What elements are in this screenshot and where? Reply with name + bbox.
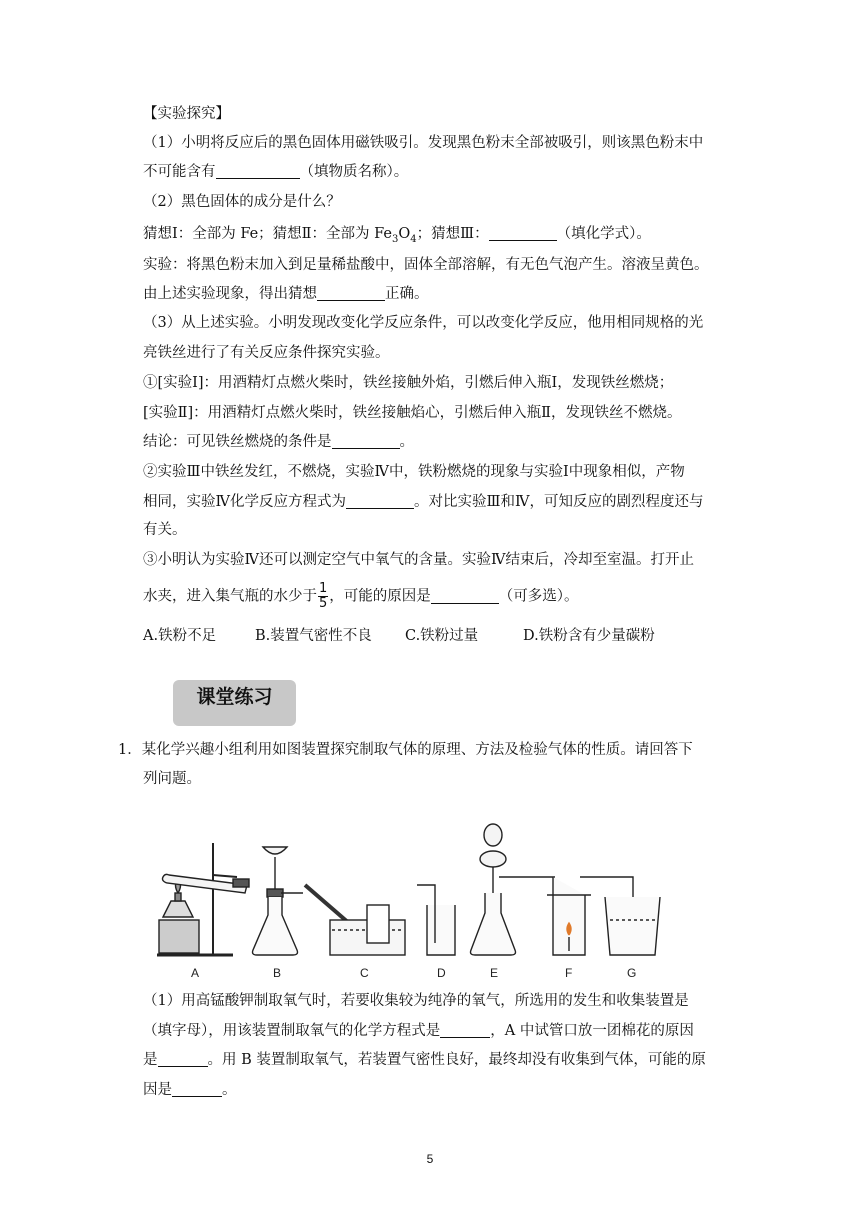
sub1-line2 <box>143 1021 694 1041</box>
figure-label-f: F <box>565 966 573 980</box>
figure-label-b: B <box>273 966 282 980</box>
option-b[interactable]: B.装置气密性不良 <box>255 628 372 644</box>
q3-item1-b: [实验Ⅱ]：用酒精灯点燃火柴时，铁丝接触焰心，引燃后伸入瓶Ⅱ，发现铁丝不燃烧。 <box>143 405 682 421</box>
lab-apparatus-figure <box>155 805 690 985</box>
sub1-text: （填字母），用该装置制取氧气的化学方程式是 <box>143 1023 441 1039</box>
option-a[interactable]: A.铁粉不足 <box>143 628 217 644</box>
fraction-numerator: 1 <box>319 581 328 596</box>
guess-text: ；猜想Ⅲ： <box>416 226 489 242</box>
fraction-denominator: 5 <box>319 596 328 611</box>
q3-item2-a: ②实验Ⅲ中铁丝发红，不燃烧，实验Ⅳ中，铁粉燃烧的现象与实验Ⅰ中现象相似，产物 <box>143 464 685 480</box>
answer-blank[interactable] <box>346 493 414 509</box>
answer-blank[interactable] <box>172 1081 222 1097</box>
q3-item3-b <box>143 582 579 611</box>
guess-text: O <box>398 226 411 242</box>
conclusion-text: 结论：可见铁丝燃烧的条件是 <box>143 434 332 450</box>
equation-text: 。对比实验Ⅲ和Ⅳ，可知反应的剧烈程度还与 <box>414 494 704 510</box>
q3-item2-c: 有关。 <box>143 522 187 538</box>
sub1-text: ，A 中试管口放一团棉花的原因 <box>490 1023 694 1039</box>
equation-text: 相同，实验Ⅳ化学反应方程式为 <box>143 494 346 510</box>
figure-label-c: C <box>360 966 369 980</box>
figure-label-g: G <box>627 966 637 980</box>
subscript: 4 <box>410 233 417 245</box>
answer-blank[interactable] <box>216 163 300 179</box>
subscript: 3 <box>392 233 399 245</box>
answer-blank[interactable] <box>158 1051 208 1067</box>
figure-label-d: D <box>437 966 446 980</box>
answer-blank[interactable] <box>440 1022 490 1038</box>
figure-label-a: A <box>191 966 200 980</box>
apparatus-g <box>605 897 660 955</box>
practice-question-line1: 1．某化学兴趣小组利用如图装置探究制取气体的原理、方法及检验气体的性质。请回答下 <box>118 742 693 758</box>
answer-blank[interactable] <box>317 285 385 301</box>
sub1-line4 <box>143 1080 237 1100</box>
sub1-text: 因是 <box>143 1082 172 1098</box>
q3-item3-a: ③小明认为实验Ⅳ还可以测定空气中氧气的含量。实验Ⅳ结束后，冷却至室温。打开止 <box>143 552 694 568</box>
q3-options <box>143 626 655 646</box>
figure-label-e: E <box>490 966 499 980</box>
sub1-text: 是 <box>143 1052 158 1068</box>
item3-hint: （可多选）。 <box>498 588 579 605</box>
guess-hint: （填化学式）。 <box>556 226 651 242</box>
q2-conclusion <box>143 284 429 304</box>
q3-item1-a: ①[实验Ⅰ]：用酒精灯点燃火柴时，铁丝接触外焰，引燃后伸入瓶Ⅰ，发现铁丝燃烧； <box>143 375 674 391</box>
q3-line1: （3）从上述实验。小明发现改变化学反应条件，可以改变化学反应，他用相同规格的光 <box>143 315 704 331</box>
q1-hint: （填物质名称）。 <box>299 164 409 180</box>
conclusion-text: 由上述实验现象，得出猜想 <box>143 286 317 302</box>
fraction <box>318 582 328 611</box>
page-number: 5 <box>426 1152 434 1166</box>
item3-text: ，可能的原因是 <box>329 588 431 605</box>
practice-section-badge: 课堂练习 <box>173 680 296 726</box>
q3-line2: 亮铁丝进行了有关反应条件探究实验。 <box>143 345 390 361</box>
punct: 。 <box>399 434 414 450</box>
apparatus-c <box>305 885 405 955</box>
q2-guess <box>143 224 651 250</box>
apparatus-d <box>417 885 455 955</box>
answer-blank[interactable] <box>431 588 499 604</box>
practice-question-line2: 列问题。 <box>143 771 201 787</box>
conclusion-text: 正确。 <box>385 286 429 302</box>
q1-text: 不可能含有 <box>143 164 216 180</box>
option-c[interactable]: C.铁粉过量 <box>405 628 479 644</box>
option-d[interactable]: D.铁粉含有少量碳粉 <box>523 628 655 644</box>
punct: 。 <box>222 1082 237 1098</box>
item3-text: 水夹，进入集气瓶的水少于 <box>143 588 317 605</box>
q1-line2 <box>143 162 408 182</box>
q3-item2-b <box>143 492 703 512</box>
apparatus-e <box>471 824 556 955</box>
guess-text: 猜想Ⅰ：全部为 Fe；猜想Ⅱ：全部为 Fe <box>143 226 392 242</box>
q2-experiment: 实验：将黑色粉末加入到足量稀盐酸中，固体全部溶解，有无色气泡产生。溶液呈黄色。 <box>143 257 709 273</box>
section-heading: 【实验探究】 <box>143 106 230 122</box>
apparatus-a <box>157 843 249 955</box>
sub1-text: 。用 B 装置制取氧气，若装置气密性良好，最终却没有收集到气体，可能的原 <box>207 1052 706 1068</box>
sub1-line1: （1）用高锰酸钾制取氧气时，若要收集较为纯净的氧气，所选用的发生和收集装置是 <box>143 993 689 1009</box>
answer-blank[interactable] <box>489 225 557 241</box>
q1-line1: （1）小明将反应后的黑色固体用磁铁吸引。发现黑色粉末全部被吸引，则该黑色粉末中 <box>143 135 704 151</box>
sub1-line3 <box>143 1050 706 1070</box>
answer-blank[interactable] <box>332 433 400 449</box>
q3-item1-c <box>143 432 414 452</box>
apparatus-b <box>253 847 304 955</box>
q2-title: （2）黑色固体的成分是什么？ <box>143 194 341 210</box>
